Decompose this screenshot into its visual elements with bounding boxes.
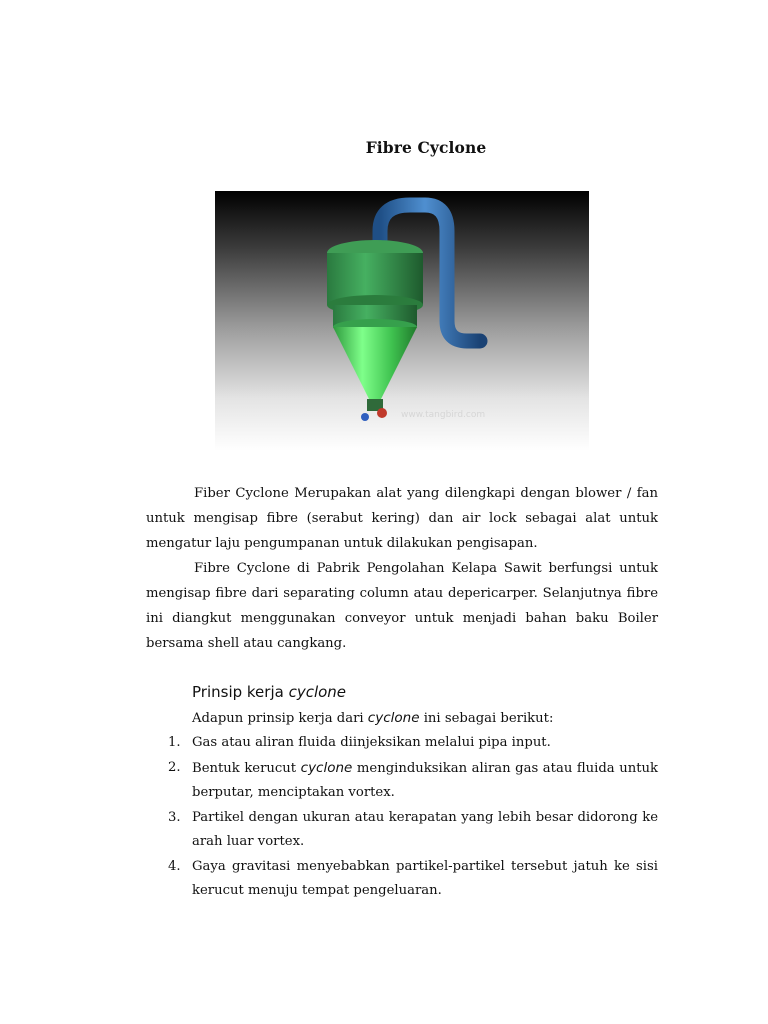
intro-text-before: Adapun prinsip kerja dari bbox=[192, 711, 368, 726]
paragraph-2 bbox=[146, 556, 658, 656]
page-title: Fibre Cyclone bbox=[365, 138, 487, 157]
list-number: 3. bbox=[168, 809, 181, 825]
section-heading bbox=[192, 683, 346, 701]
section-intro bbox=[192, 707, 553, 730]
steps-list bbox=[146, 731, 658, 904]
list-number: 2. bbox=[168, 759, 181, 775]
list-text: Gaya gravitasi menyebabkan partikel-partikel tersebut jatuh ke sisi kerucut menuju tempat pengeluaran. bbox=[192, 858, 658, 898]
cyclone-cone bbox=[333, 327, 417, 399]
list-item bbox=[146, 855, 658, 904]
figure-watermark: www.tangbird.com bbox=[401, 410, 486, 420]
list-text-after: menginduksikan aliran gas atau fluida untuk berputar, menciptakan vortex. bbox=[192, 760, 658, 800]
paragraph-1 bbox=[146, 481, 658, 556]
section-heading-text: Prinsip kerja bbox=[192, 683, 289, 701]
list-italic: cyclone bbox=[300, 759, 353, 776]
cyclone-illustration bbox=[215, 191, 589, 451]
paragraph-1-text: Fiber Cyclone Merupakan alat yang dilengkapi dengan blower / fan untuk mengisap fibre (serabut kering) dan air lock sebagai alat untuk mengatur laju pengumpanan untuk dilakukan pengisapan. bbox=[146, 486, 658, 551]
list-text: Bentuk kerucut bbox=[192, 760, 301, 776]
list-number: 4. bbox=[168, 858, 181, 874]
airlock-motor bbox=[377, 408, 387, 418]
section-heading-italic: cyclone bbox=[288, 683, 347, 701]
list-item bbox=[146, 806, 658, 855]
list-text: Partikel dengan ukuran atau kerapatan yang lebih besar didorong ke arah luar vortex. bbox=[192, 809, 658, 849]
list-text: Gas atau aliran fluida diinjeksikan melalui pipa input. bbox=[192, 735, 551, 750]
fibre-cyclone-figure bbox=[215, 191, 589, 451]
paragraph-2-text: Fibre Cyclone di Pabrik Pengolahan Kelapa Sawit berfungsi untuk mengisap fibre dari separating column atau depericarper. Selanjutnya fibre ini diangkut menggunakan conveyor untuk menjadi bahan baku Boiler bersama shell atau cangkang. bbox=[146, 561, 658, 651]
intro-italic: cyclone bbox=[367, 710, 420, 726]
list-number: 1. bbox=[168, 735, 181, 750]
list-item bbox=[146, 756, 658, 806]
airlock-fitting bbox=[361, 413, 369, 421]
list-item bbox=[146, 731, 658, 756]
intro-text-after: ini sebagai berikut: bbox=[419, 711, 554, 726]
